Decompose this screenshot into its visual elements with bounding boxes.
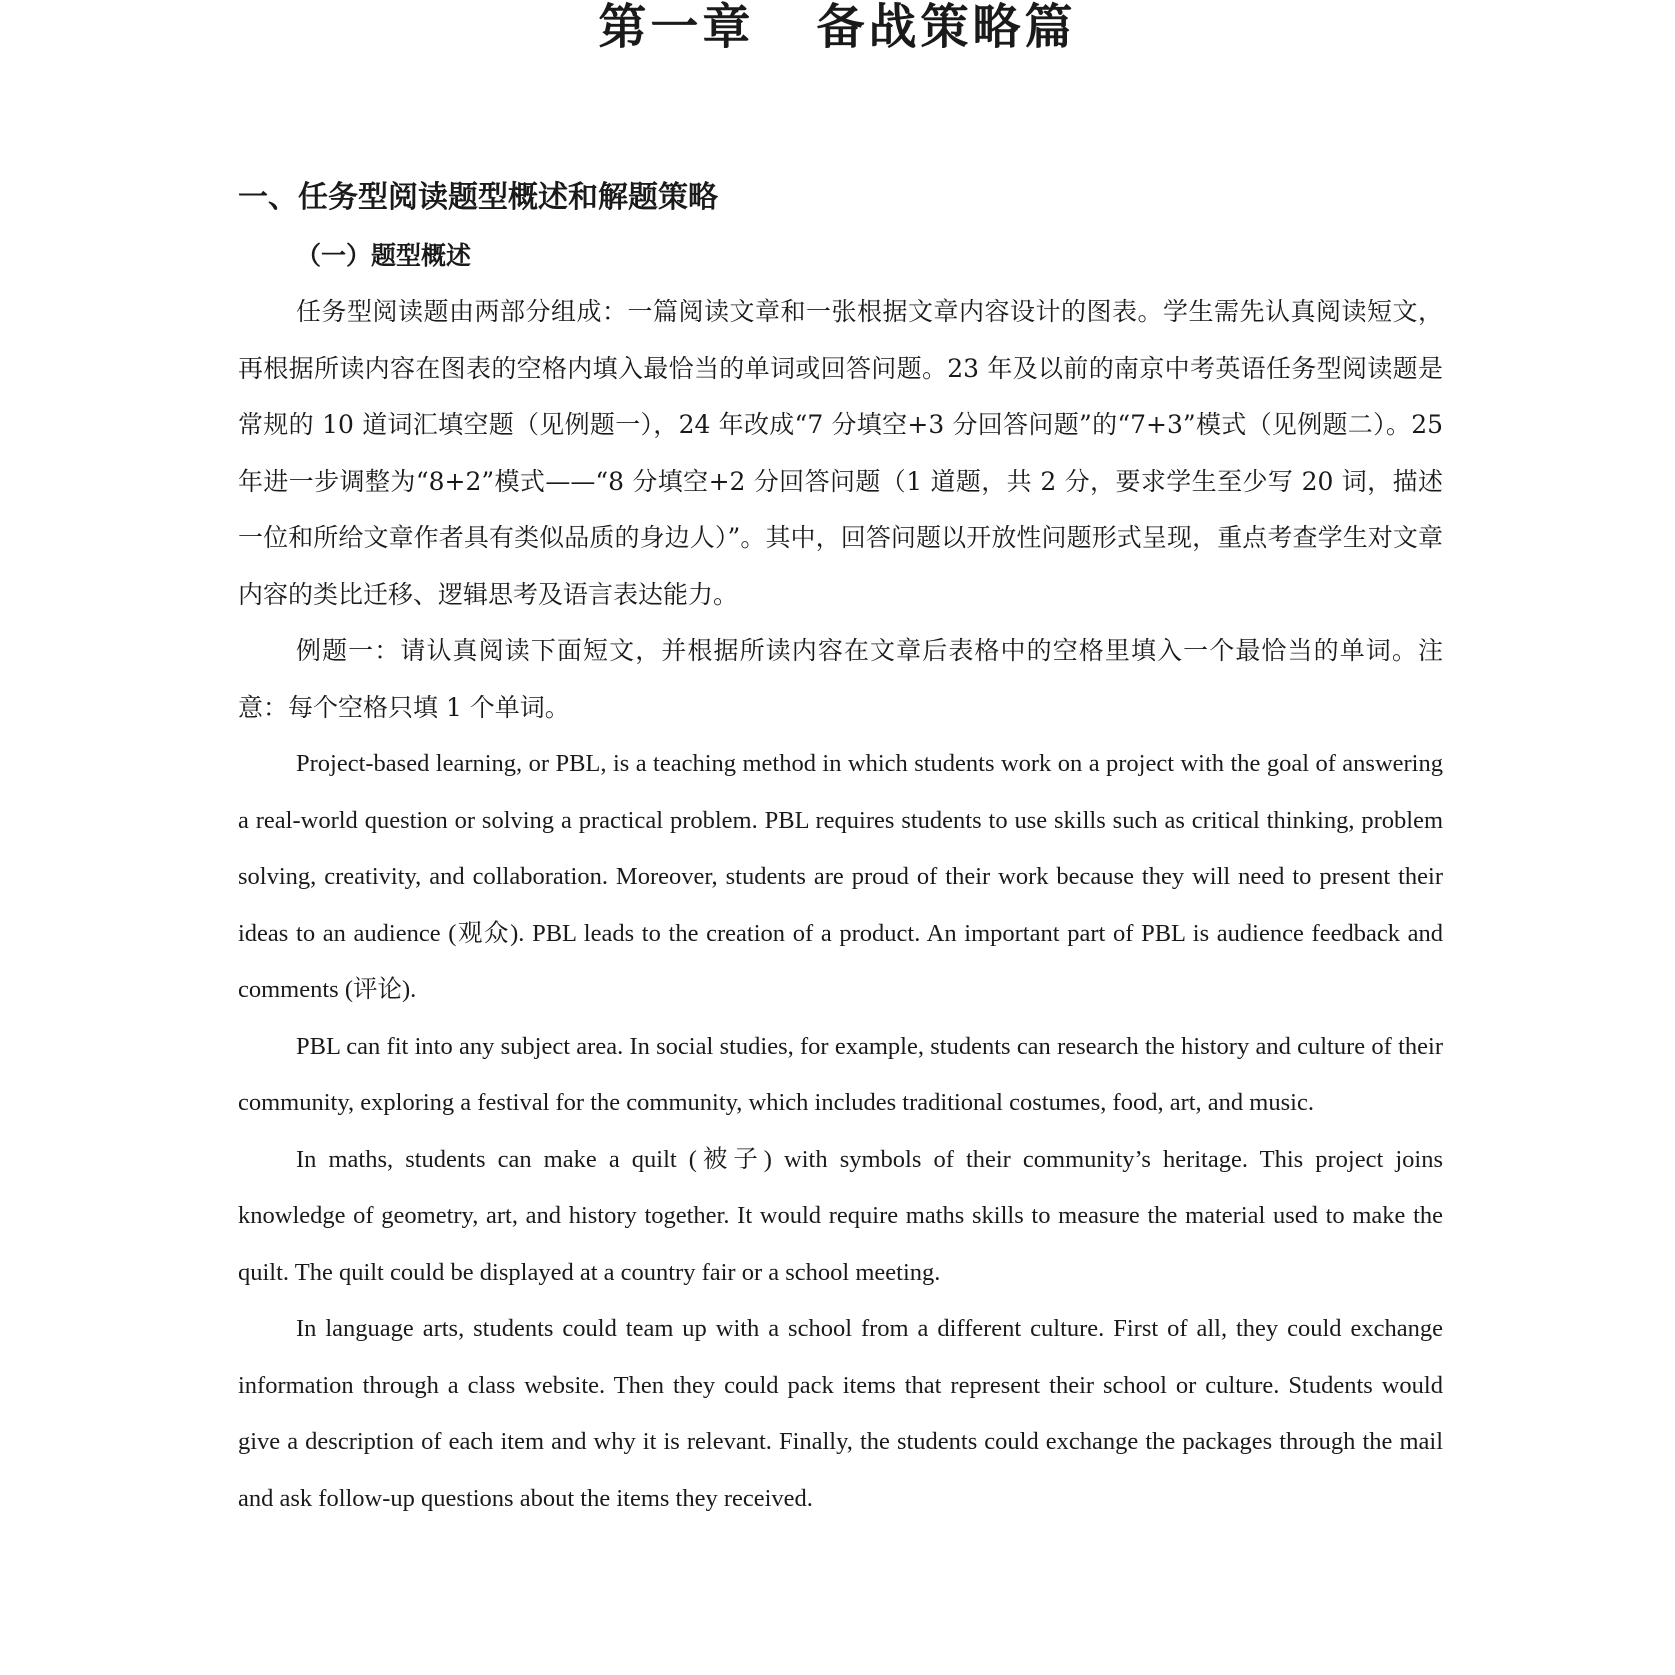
- chapter-title: 第一章 备战策略篇: [598, 0, 1077, 55]
- section-heading: 一、任务型阅读题型概述和解题策略: [238, 180, 718, 215]
- example-instruction: 例题一：请认真阅读下面短文，并根据所读内容在文章后表格中的空格里填入一个最恰当的单词。注意：每个空格只填 1 个单词。: [238, 636, 1443, 722]
- subsection-heading: （一）题型概述: [296, 241, 472, 270]
- passage-paragraph-4: In language arts, students could team up with a school from a different culture. First of all, they could exchange information through a class website. Then they could pack items that represent their school or culture. Students would give a description of each item and why it is relevant. Finally, the students could exchange the packages through the mail and ask follow-up questions about the items they received.: [238, 1315, 1443, 1512]
- passage-paragraph-1: Project-based learning, or PBL, is a teaching method in which students work on a project with the goal of answering a real-world question or solving a practical problem. PBL requires students to use skills such as critical thinking, problem solving, creativity, and collaboration. Moreover, students are proud of their work because they will need to present their ideas to an audience (观众). PBL leads to the creation of a product. An important part of PBL is audience feedback and comments (评论).: [238, 750, 1443, 1003]
- passage-paragraph-2: PBL can fit into any subject area. In social studies, for example, students can research the history and culture of their community, exploring a festival for the community, which includes traditional costumes, food, art, and music.: [238, 1032, 1443, 1116]
- page-body: [238, 170, 1443, 1527]
- passage-paragraph-3: In maths, students can make a quilt (被子) with symbols of their community’s heritage. This project joins knowledge of geometry, art, and history together. It would require maths skills to measure the material used to make the quilt. The quilt could be displayed at a country fair or a school meeting.: [238, 1145, 1443, 1286]
- intro-paragraph: 任务型阅读题由两部分组成：一篇阅读文章和一张根据文章内容设计的图表。学生需先认真阅读短文，再根据所读内容在图表的空格内填入最恰当的单词或回答问题。23 年及以前的南京中考英语任务型阅读题是常规的 10 道词汇填空题（见例题一），24 年改成“7 分填空+3 分回答问题”的“7+3”模式（见例题二）。25 年进一步调整为“8+2”模式——“8 分填空+2 分回答问题（1 道题，共 2 分，要求学生至少写 20 词，描述一位和所给文章作者具有类似品质的身边人）”。其中，回答问题以开放性问题形式呈现，重点考查学生对文章内容的类比迁移、逻辑思考及语言表达能力。: [238, 297, 1443, 609]
